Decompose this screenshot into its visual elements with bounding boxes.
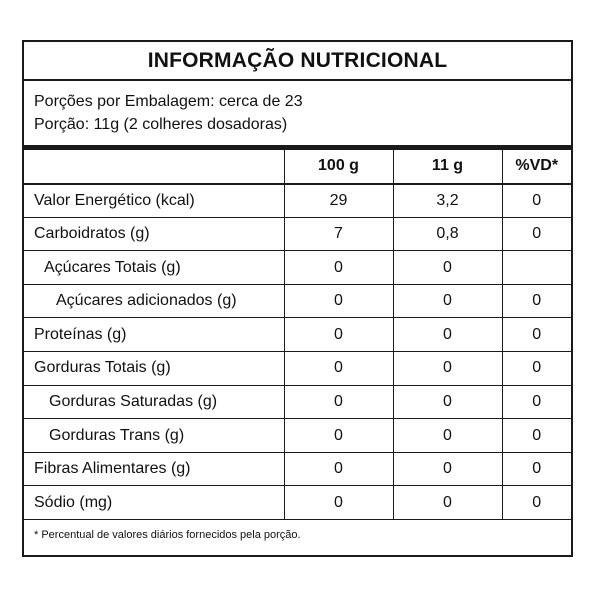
table-row [24, 217, 571, 251]
table-header-row [24, 150, 571, 184]
value-100g: 0 [284, 452, 393, 486]
nutrient-name: Valor Energético (kcal) [24, 184, 284, 218]
table-row [24, 251, 571, 285]
nutrient-name: Proteínas (g) [24, 318, 284, 352]
value-100g: 0 [284, 419, 393, 453]
value-vd: 0 [502, 284, 571, 318]
value-vd: 0 [502, 184, 571, 218]
value-portion: 0 [393, 452, 502, 486]
nutrient-name: Açúcares Totais (g) [24, 251, 284, 285]
value-portion: 0 [393, 419, 502, 453]
value-portion: 0 [393, 486, 502, 520]
value-100g: 7 [284, 217, 393, 251]
table-row [24, 385, 571, 419]
value-vd: 0 [502, 385, 571, 419]
table-row [24, 318, 571, 352]
value-vd: 0 [502, 486, 571, 520]
column-header-100g: 100 g [284, 150, 393, 184]
value-100g: 0 [284, 318, 393, 352]
value-vd: 0 [502, 318, 571, 352]
nutrient-name: Gorduras Saturadas (g) [24, 385, 284, 419]
value-portion: 0 [393, 251, 502, 285]
nutrient-name: Gorduras Totais (g) [24, 352, 284, 386]
table-row [24, 184, 571, 218]
column-header-vd: %VD* [502, 150, 571, 184]
value-100g: 0 [284, 385, 393, 419]
table-row [24, 419, 571, 453]
value-portion: 0 [393, 318, 502, 352]
nutrient-name: Sódio (mg) [24, 486, 284, 520]
table-row [24, 452, 571, 486]
value-vd: 0 [502, 419, 571, 453]
value-vd [502, 251, 571, 285]
value-100g: 0 [284, 251, 393, 285]
value-portion: 0 [393, 352, 502, 386]
label-title: INFORMAÇÃO NUTRICIONAL [24, 42, 571, 81]
value-vd: 0 [502, 452, 571, 486]
nutrient-name: Açúcares adicionados (g) [24, 284, 284, 318]
nutrient-name: Gorduras Trans (g) [24, 419, 284, 453]
table-row [24, 284, 571, 318]
value-vd: 0 [502, 352, 571, 386]
value-portion: 0,8 [393, 217, 502, 251]
column-header-portion: 11 g [393, 150, 502, 184]
nutrition-facts-label [22, 40, 573, 557]
table-row [24, 486, 571, 520]
nutrition-table [24, 150, 571, 520]
servings-per-package: Porções por Embalagem: cerca de 23 [34, 93, 303, 110]
value-100g: 0 [284, 486, 393, 520]
value-100g: 0 [284, 352, 393, 386]
serving-size: Porção: 11g (2 colheres dosadoras) [34, 116, 288, 133]
value-portion: 0 [393, 284, 502, 318]
value-portion: 3,2 [393, 184, 502, 218]
servings-info [24, 81, 571, 150]
column-header-nutrient [24, 150, 284, 184]
footnote: * Percentual de valores diários fornecidos pela porção. [34, 529, 301, 542]
value-100g: 0 [284, 284, 393, 318]
value-100g: 29 [284, 184, 393, 218]
table-row [24, 352, 571, 386]
nutrient-name: Fibras Alimentares (g) [24, 452, 284, 486]
nutrient-name: Carboidratos (g) [24, 217, 284, 251]
value-portion: 0 [393, 385, 502, 419]
value-vd: 0 [502, 217, 571, 251]
